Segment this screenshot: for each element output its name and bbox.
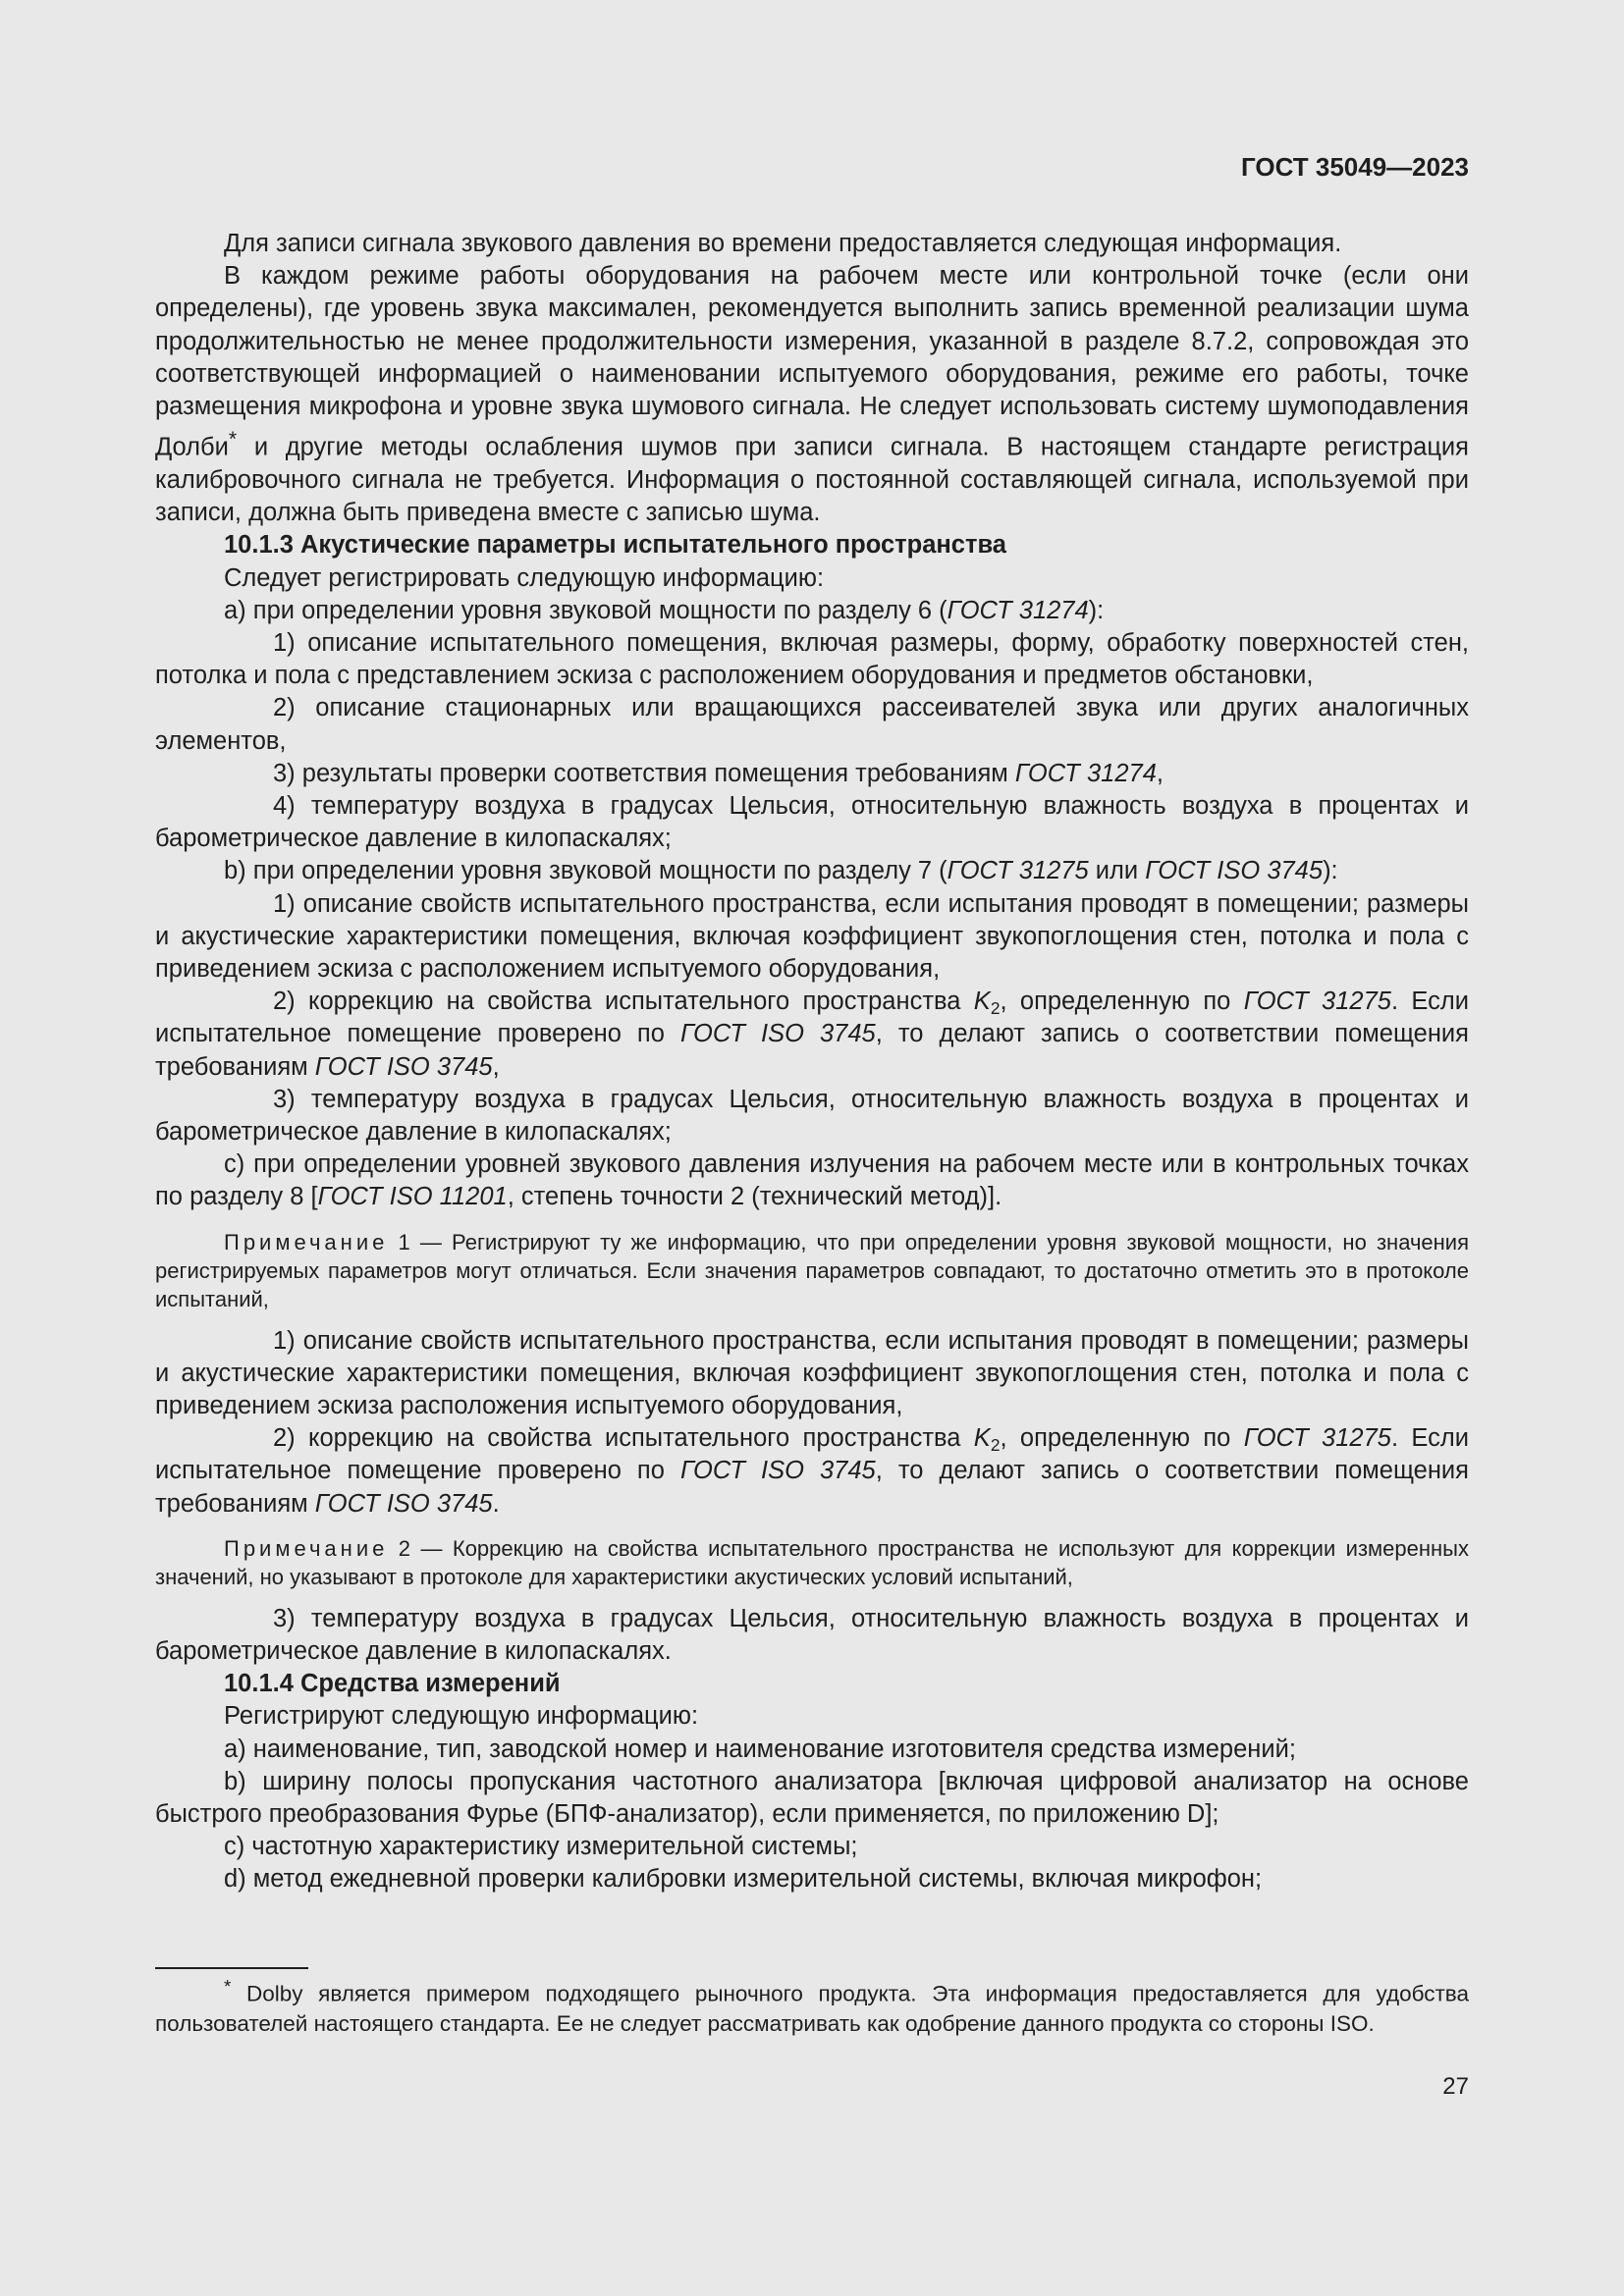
note: Примечание 1 — Регистрируют ту же информацию, что при определении уровня звуковой мощности, но значения регистрируемых параметров могут отличаться. Если значения параметров совпадают, то достаточно отметить это в протоколе испытаний, — [155, 1229, 1469, 1311]
document-header: ГОСТ 35049—2023 — [1241, 152, 1469, 182]
note: Примечание 2 — Коррекцию на свойства испытательного пространства не используют для коррекции измеренных значений, но указывают в протоколе для характеристики акустических условий испытаний, — [155, 1535, 1469, 1589]
list-item: b) при определении уровня звуковой мощности по разделу 7 (ГОСТ 31275 или ГОСТ ISO 3745): — [224, 857, 1338, 885]
standard-reference: ГОСТ ISO 3745 — [1145, 857, 1324, 885]
symbol-k: K — [973, 988, 991, 1016]
standard-reference: ГОСТ ISO 3745 — [679, 1020, 876, 1048]
sub-list-item: 3) результаты проверки соответствия помещения требованиям ГОСТ 31274, — [273, 759, 1164, 787]
sub-list-item: 2) коррекцию на свойства испытательного пространства $K_2$, определенную по ГОСТ 31275. Если испытательное помещение проверено по ГОСТ ISO 3745, то делают запись о соответствии помещения требованиям ГОСТ ISO 3745, — [155, 988, 1469, 1081]
sub-list-item: 1) описание свойств испытательного пространства, если испытания проводят в помещении; размеры и акустические характеристики помещения, включая коэффициент звукопоглощения стен, потолка и пола с приведением эскиза с расположением испытуемого оборудования, — [155, 889, 1469, 983]
sub-list-item: 1) описание свойств испытательного пространства, если испытания проводят в помещении; размеры и акустические характеристики помещения, включая коэффициент звукопоглощения стен, потолка и пола с приведением эскиза расположения испытуемого оборудования, — [155, 1326, 1469, 1419]
paragraph: Для записи сигнала звукового давления во времени предоставляется следующая информация. — [224, 230, 1342, 257]
sub-list-item: 1) описание испытательного помещения, включая размеры, форму, обработку поверхностей стен, потолка и пола с представлением эскиза с расположением оборудования и предметов обстановки, — [155, 628, 1469, 690]
page-number: 27 — [1442, 2073, 1469, 2100]
standard-reference: ГОСТ 31275 — [1243, 1424, 1391, 1453]
note-label: Примечание — [224, 1229, 389, 1255]
sub-list-item: 4) температуру воздуха в градусах Цельсия, относительную влажность воздуха в процентах и барометрическое давление в килопаскалях; — [155, 791, 1469, 853]
list-item: d) метод ежедневной проверки калибровки измерительной системы, включая микрофон; — [224, 1865, 1263, 1894]
standard-reference: ГОСТ 31275 — [1243, 988, 1391, 1016]
footnote-marker: * — [224, 1976, 232, 1997]
section-heading: 10.1.4 Средства измерений — [224, 1670, 561, 1698]
list-item: c) частотную характеристику измерительной системы; — [224, 1833, 858, 1861]
standard-reference: ГОСТ ISO 3745 — [314, 1052, 493, 1081]
standard-reference: ГОСТ 31274 — [1014, 759, 1157, 787]
standard-reference: ГОСТ ISO 3745 — [314, 1489, 493, 1518]
symbol-k: K — [973, 1424, 991, 1453]
sub-list-item: 2) описание стационарных или вращающихся рассеивателей звука или других аналогичных элементов, — [155, 694, 1469, 755]
list-item: a) при определении уровня звуковой мощности по разделу 6 (ГОСТ 31274): — [224, 596, 1105, 624]
standard-reference: ГОСТ 31275 — [947, 857, 1089, 885]
standard-reference: ГОСТ 31274 — [947, 596, 1089, 624]
note-label: Примечание — [224, 1535, 389, 1561]
sub-list-item: 2) коррекцию на свойства испытательного пространства $K_2$, определенную по ГОСТ 31275. Если испытательное помещение проверено по ГОСТ ISO 3745, то делают запись о соответствии помещения требованиям ГОСТ ISO 3745. — [155, 1424, 1469, 1518]
list-item: c) при определении уровней звукового давления излучения на рабочем месте или в контрольных точках по разделу 8 [ГОСТ ISO 11201, степень точности 2 (технический метод)]. — [155, 1150, 1469, 1211]
sub-list-item: 3) температуру воздуха в градусах Цельсия, относительную влажность воздуха в процентах и барометрическое давление в килопаскалях. — [155, 1604, 1469, 1666]
list-item: b) ширину полосы пропускания частотного анализатора [включая цифровой анализатор на основе быстрого преобразования Фурье (БПФ-анализатор), если применяется, по приложению D]; — [155, 1767, 1469, 1829]
list-item: a) наименование, тип, заводской номер и наименование изготовителя средства измерений; — [224, 1735, 1296, 1763]
footnote-marker: * — [228, 427, 238, 452]
paragraph: Регистрируют следующую информацию: — [224, 1702, 699, 1731]
footnote-divider — [155, 1967, 308, 1969]
standard-reference: ГОСТ ISO 11201 — [317, 1183, 508, 1211]
footnote: * Dolby является примером подходящего рыночного продукта. Эта информация предоставляется для удобства пользователей настоящего стандарта. Ее не следует рассматривать как одобрение данного продукта со стороны ISO. — [155, 1976, 1469, 2036]
standard-reference: ГОСТ ISO 3745 — [679, 1457, 876, 1485]
paragraph: В каждом режиме работы оборудования на рабочем месте или контрольной точке (если они определены), где уровень звука максимален, рекомендуется выполнить запись временной реализации шума продолжительностью не менее продолжительности измерения, указанной в разделе 8.7.2, сопровождая это соответствующей информацией о наименовании испытуемого оборудования, режиме его работы, точке размещения микрофона и уровне звука шумового сигнала. Не следует использовать систему шумоподавления Долби* и другие методы ослабления шумов при записи сигнала. В настоящем стандарте регистрация калибровочного сигнала не требуется. Информация о постоянной составляющей сигнала, используемой при записи, должна быть приведена вместе с записью шума. — [155, 262, 1469, 527]
paragraph: Следует регистрировать следующую информацию: — [224, 563, 825, 592]
main-text — [155, 228, 1469, 1896]
section-heading: 10.1.3 Акустические параметры испытательного пространства — [224, 531, 1006, 560]
sub-list-item: 3) температуру воздуха в градусах Цельсия, относительную влажность воздуха в процентах и барометрическое давление в килопаскалях; — [155, 1085, 1469, 1146]
